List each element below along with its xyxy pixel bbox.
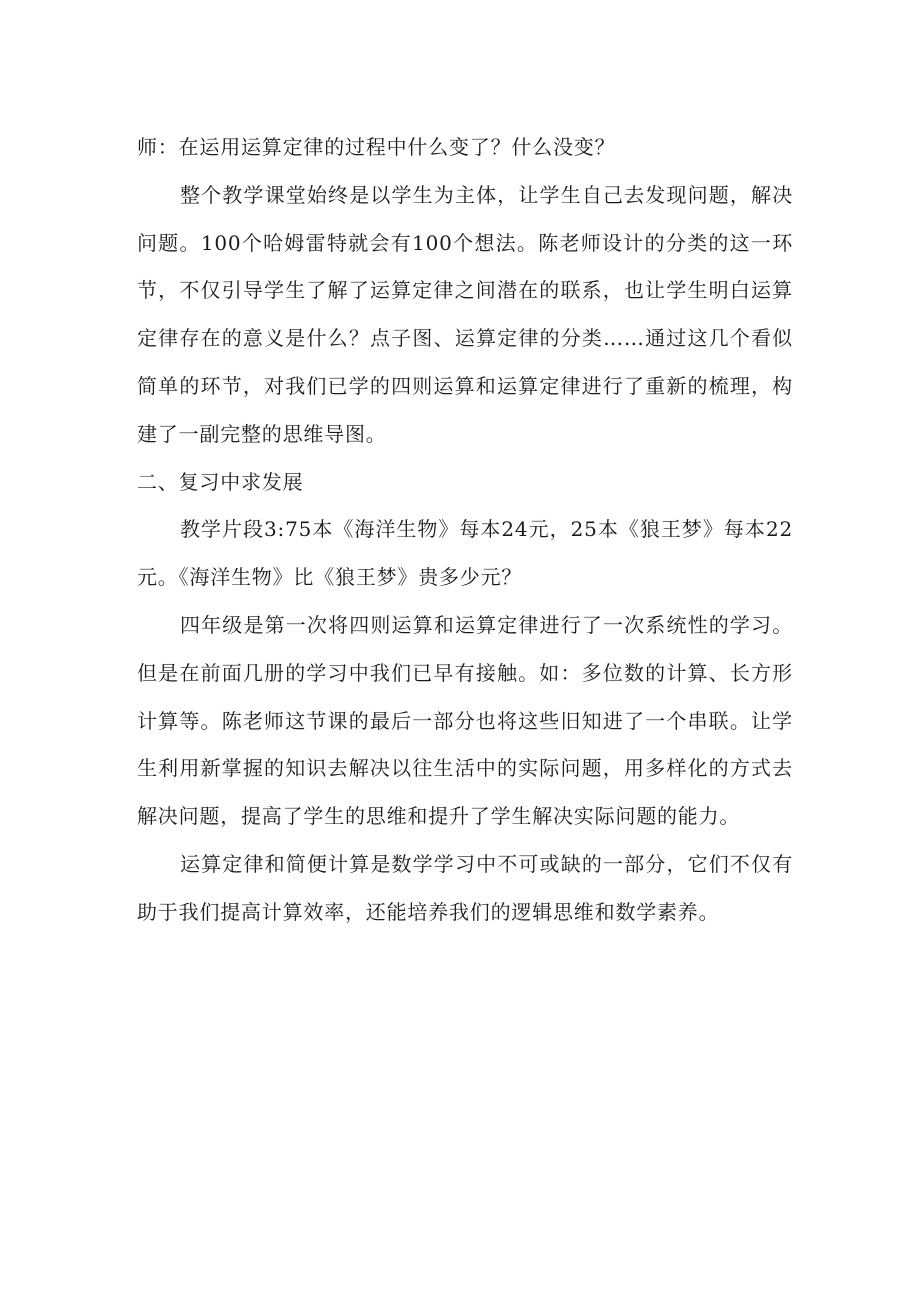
teaching-fragment-paragraph: 教学片段3:75本《海洋生物》每本24元，25本《狼王梦》每本22元。《海洋生物》比《狼王梦》贵多少元？ [137, 517, 793, 590]
teacher-question-paragraph: 师：在运用运算定律的过程中什么变了？什么没变？ [137, 135, 616, 159]
section-heading: 二、复习中求发展 [137, 469, 304, 494]
review-paragraph: 四年级是第一次将四则运算和运算定律进行了一次系统性的学习。但是在前面几册的学习中我们已早有接触。如：多位数的计算、长方形计算等。陈老师这节课的最后一部分也将这些旧知进了一个串联。让学生利用新掌握的知识去解决以往生活中的实际问题，用多样化的方式去解决问题，提高了学生的思维和提升了学生解决实际问题的能力。 [137, 612, 793, 829]
conclusion-paragraph: 运算定律和简便计算是数学学习中不可或缺的一部分，它们不仅有助于我们提高计算效率，还能培养我们的逻辑思维和数学素养。 [137, 851, 793, 924]
document-body [137, 124, 793, 937]
classroom-summary-paragraph: 整个教学课堂始终是以学生为主体，让学生自己去发现问题，解决问题。100个哈姆雷特就会有100个想法。陈老师设计的分类的这一环节，不仅引导学生了解了运算定律之间潜在的联系，也让学生明白运算定律存在的意义是什么？点子图、运算定律的分类……通过这几个看似简单的环节，对我们已学的四则运算和运算定律进行了重新的梳理，构建了一副完整的思维导图。 [137, 182, 793, 446]
